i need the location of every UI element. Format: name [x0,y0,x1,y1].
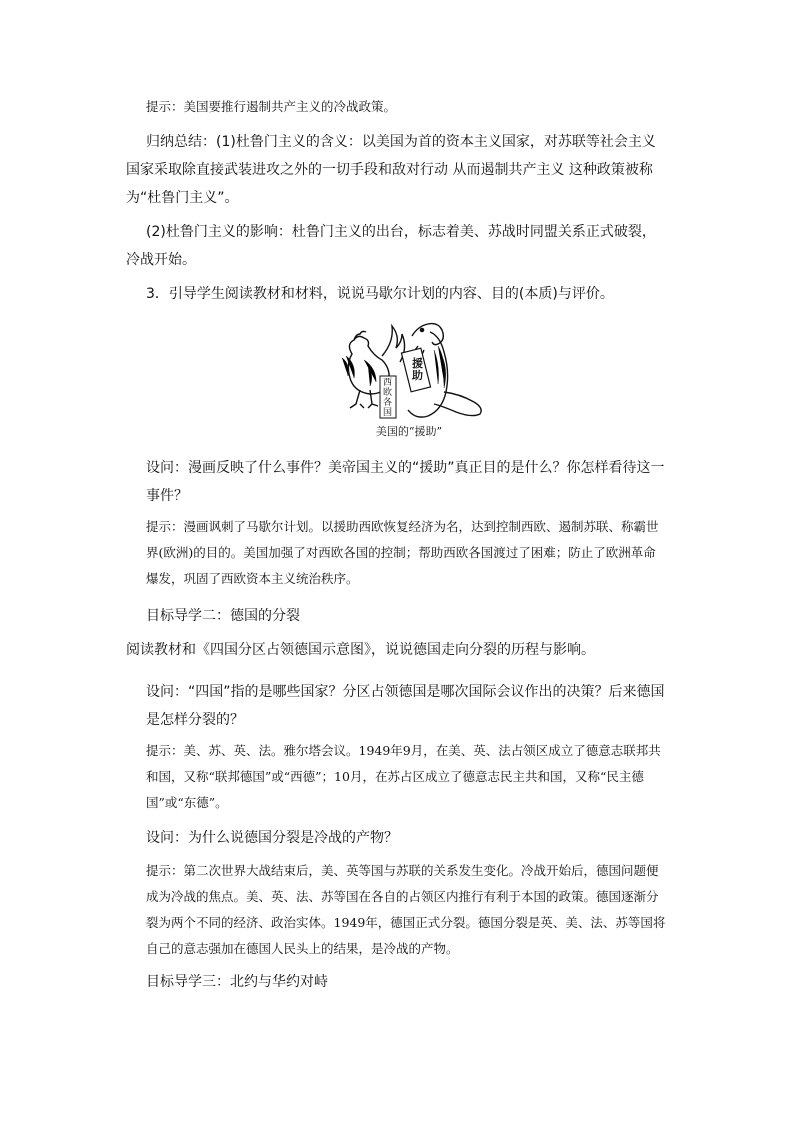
question-four-powers: 设问：“四国”指的是哪些国家？分区占领德国是哪次国际会议作出的决策？后来德国是怎样分裂的？ [146,684,665,728]
hint-cold-war-product: 提示：第二次世界大战结束后，美、英等国与苏联的关系发生变化。冷战开始后，德国问题便成为冷战的焦点。美、英、法、苏等国在各自的占领区内推行有利于本国的政策。德国逐渐分裂为两个不同的经济、政治实体。1949年，德国正式分裂。德国分裂是英、美、法、苏等国将自己的意志强加在德国人民头上的结果，是冷战的产物。 [146,863,666,956]
summary-truman-impact: (2)杜鲁门主义的影响：杜鲁门主义的出台，标志着美、苏战时同盟关系正式破裂，冷战开始。 [126,224,656,268]
hint-germany-split: 提示：美、苏、英、法。雅尔塔会议。1949年9月，在美、英、法占领区成立了德意志联邦共和国，又称“联邦德国”或“西德”；10月，在苏占区成立了德意志民主共和国，又称“民主德国”或“东德”。 [146,743,661,810]
question-cartoon: 设问：漫画反映了什么事件？美帝国主义的“援助”真正目的是什么？你怎样看待这一事件？ [146,460,665,504]
summary-truman-meaning: 归纳总结：(1)杜鲁门主义的含义：以美国为首的资本主义国家，对苏联等社会主义国家采取除直接武装进攻之外的一切手段和敌对行动 从而遏制共产主义 这种政策被称为“杜鲁门主义”。 [126,134,656,206]
hint-marshall-plan: 提示：漫画讽刺了马歇尔计划。以援助西欧恢复经济为名，达到控制西欧、遏制苏联、称霸世界(欧洲)的目的。美国加强了对西欧各国的控制；帮助西欧各国渡过了困难；防止了欧洲革命爆发，巩固了西欧资本主义统治秩序。 [146,519,659,586]
label-aid: 援助 [412,357,423,382]
question-cold-war-product: 设问：为什么说德国分裂是冷战的产物？ [146,830,398,846]
step-marshall-plan: 3．引导学生阅读教材和材料，说说马歇尔计划的内容、目的(本质)与评价。 [146,286,614,302]
cartoon-figure [334,316,494,446]
reading-germany-map: 阅读教材和《四国分区占领德国示意图》，说说德国走向分裂的历程与影响。 [126,642,595,658]
hint-truman-purpose: 提示：美国要推行遏制共产主义的冷战政策。 [146,99,397,114]
goal-nato-warsaw: 目标导学三：北约与华约对峙 [146,974,328,990]
label-west-europe: 西欧各国 [383,378,393,418]
cartoon-caption: 美国的“援助” [375,425,443,438]
goal-germany-split: 目标导学二：德国的分裂 [146,608,300,624]
